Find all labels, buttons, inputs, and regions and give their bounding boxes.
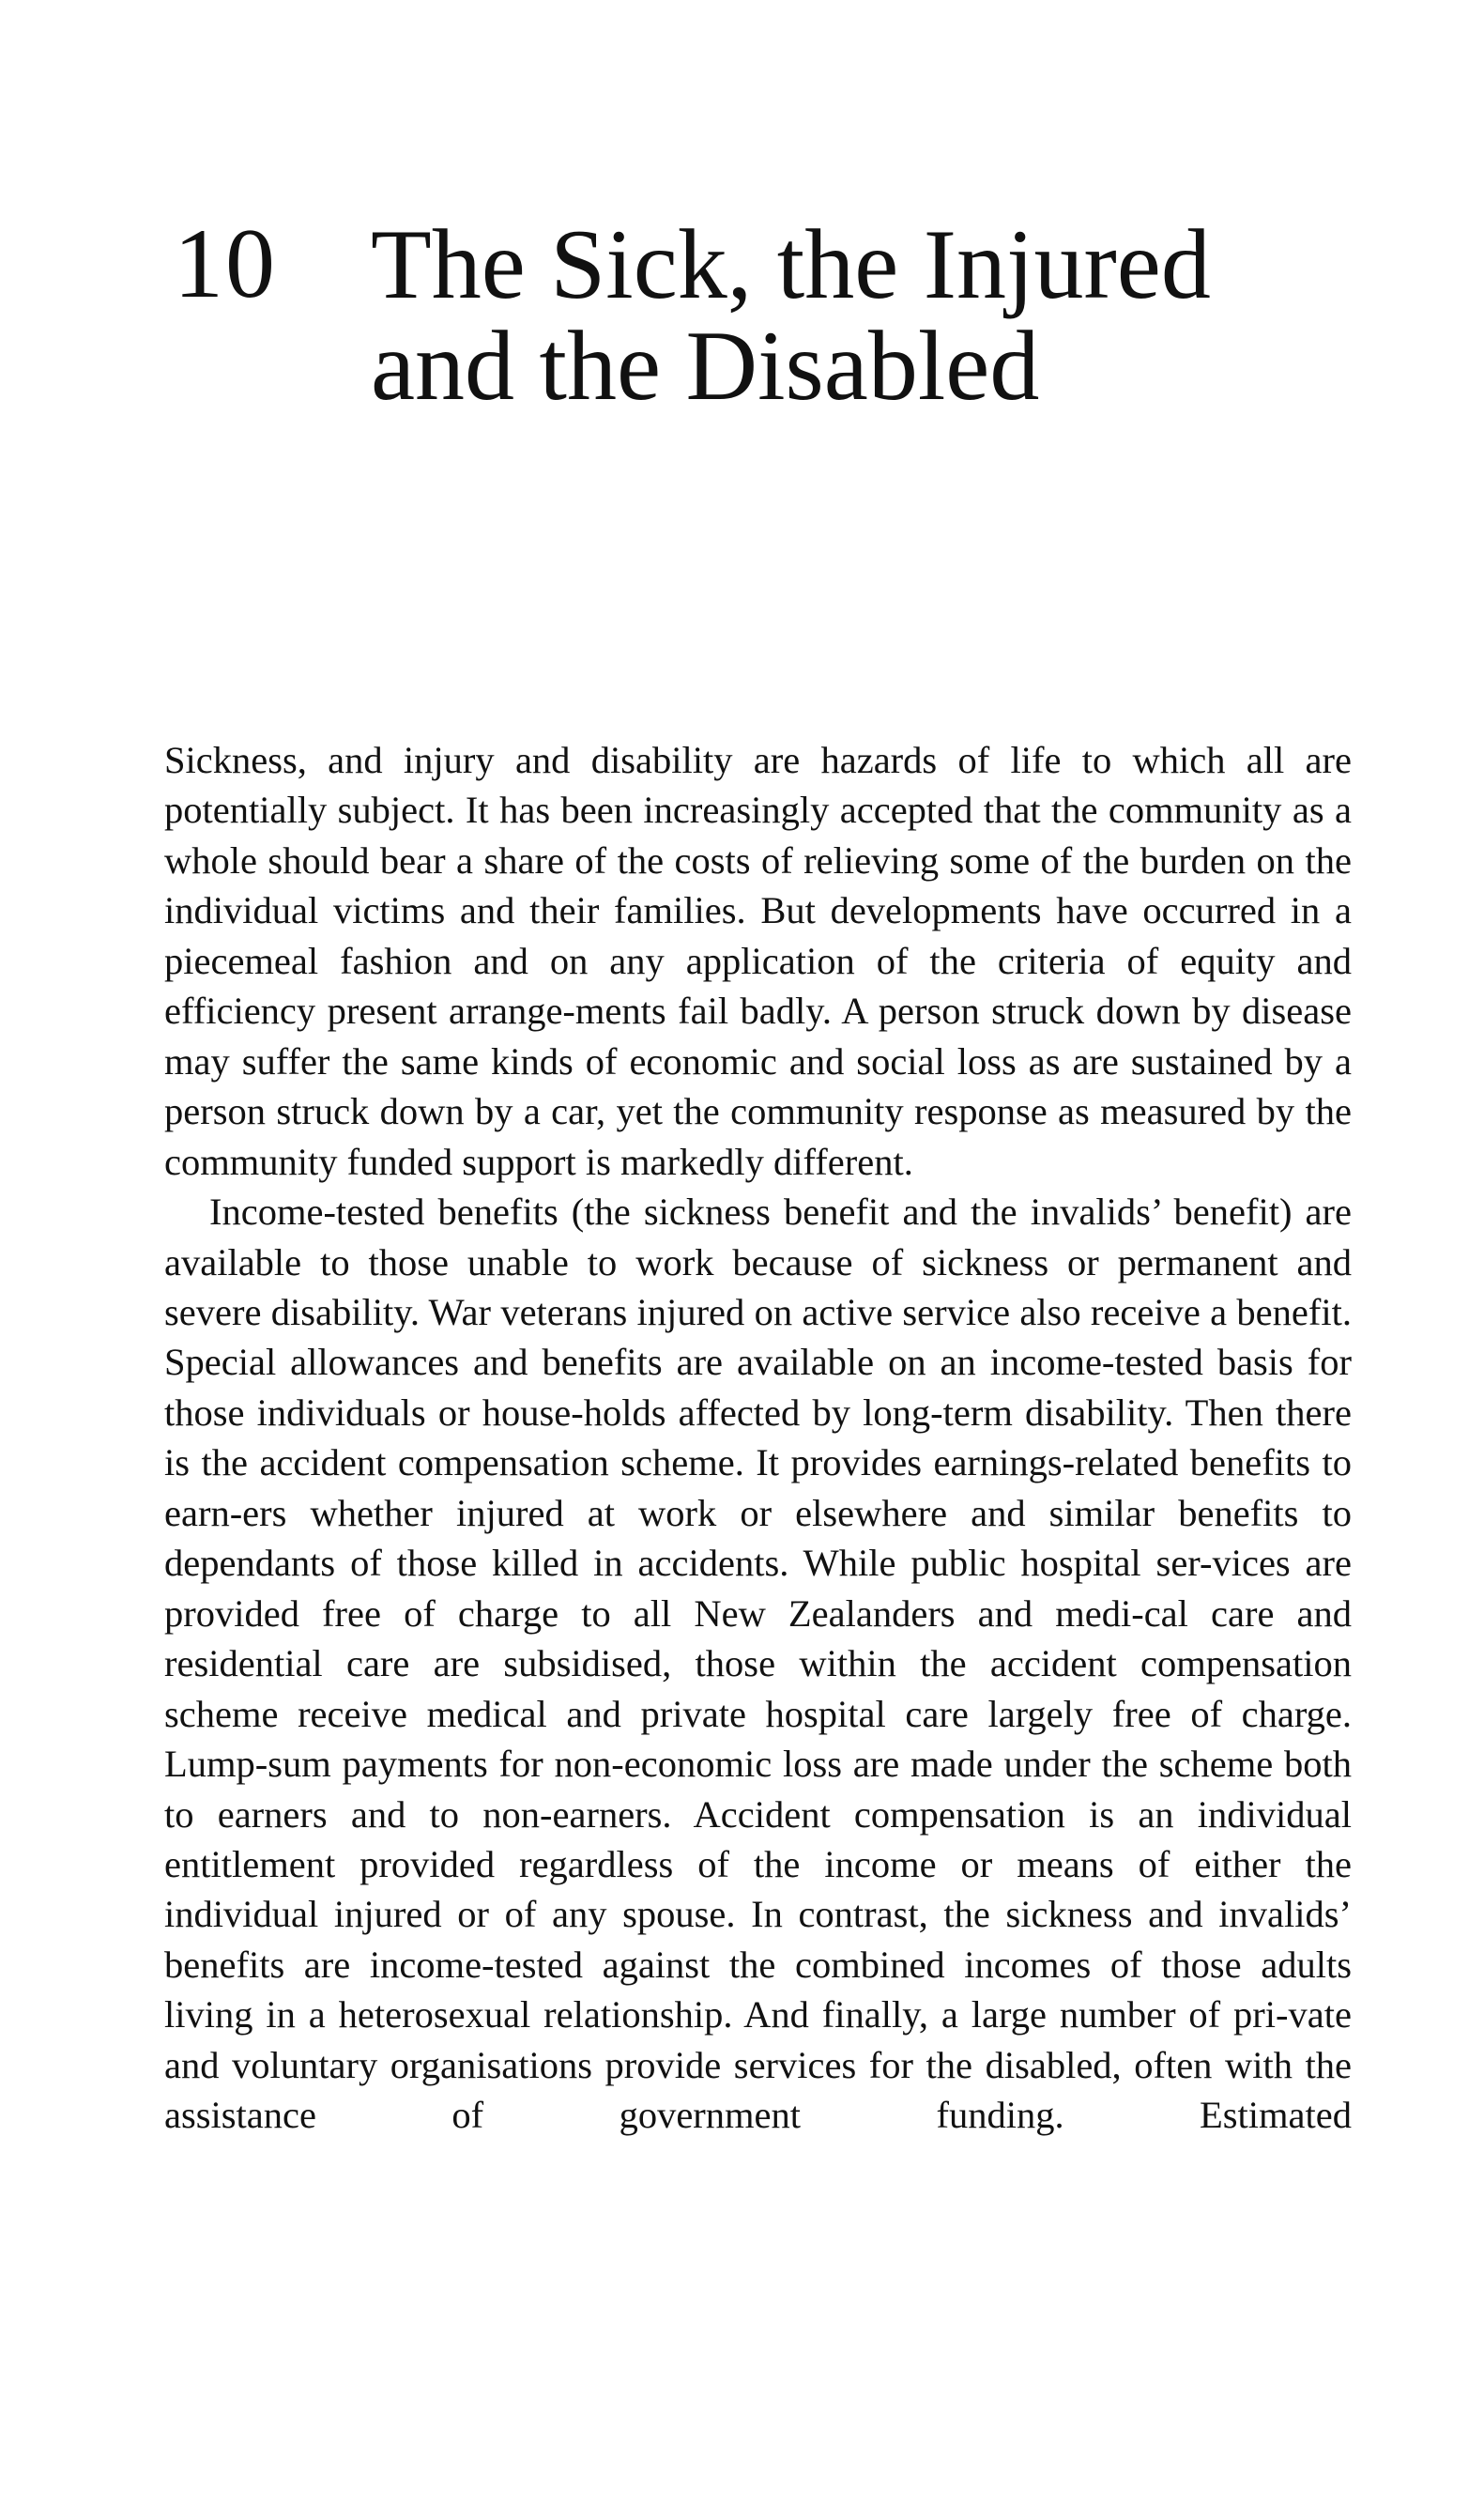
chapter-body [164, 735, 1352, 2141]
chapter-number: 10 [174, 208, 277, 318]
chapter-title [371, 209, 1366, 421]
body-paragraph-2: Income-tested benefits (the sickness benefit and the invalids’ benefit) are available to those unable to work because of sickness or permanent and severe disability. War veterans injured on active service also receive a benefit. Special allowances and benefits are available on an income-tested basis for those individuals or house-holds affected by long-term disability. Then there is the accident compensation scheme. It provides earnings-related benefits to earn-ers whether injured at work or elsewhere and similar benefits to dependants of those killed in accidents. While public hospital ser-vices are provided free of charge to all New Zealanders and medi-cal care and residential care are subsidised, those within the accident compensation scheme receive medical and private hospital care largely free of charge. Lump-sum payments for non-economic loss are made under the scheme both to earners and to non-earners. Accident compensation is an individual entitlement provided regardless of the income or means of either the individual injured or of any spouse. In contrast, the sickness and invalids’ benefits are income-tested against the combined incomes of those adults living in a heterosexual relationship. And finally, a large number of pri-vate and voluntary organisations provide services for the disabled, often with the assistance of government funding. Estimated [164, 1191, 1352, 2137]
chapter-title-line-1: The Sick, the Injured [371, 209, 1211, 319]
chapter-title-line-2: and the Disabled [371, 311, 1040, 421]
body-paragraph-1: Sickness, and injury and disability are hazards of life to which all are potentially subject. It has been increasingly accepted that the community as a whole should bear a share of the costs of relieving some of the burden on the individual victims and their families. But developments have occurred in a piecemeal fashion and on any application of the criteria of equity and efficiency present arrange-ments fail badly. A person struck down by disease may suffer the same kinds of economic and social loss as are sustained by a person struck down by a car, yet the community response as measured by the community funded support is markedly different. [164, 739, 1352, 1183]
